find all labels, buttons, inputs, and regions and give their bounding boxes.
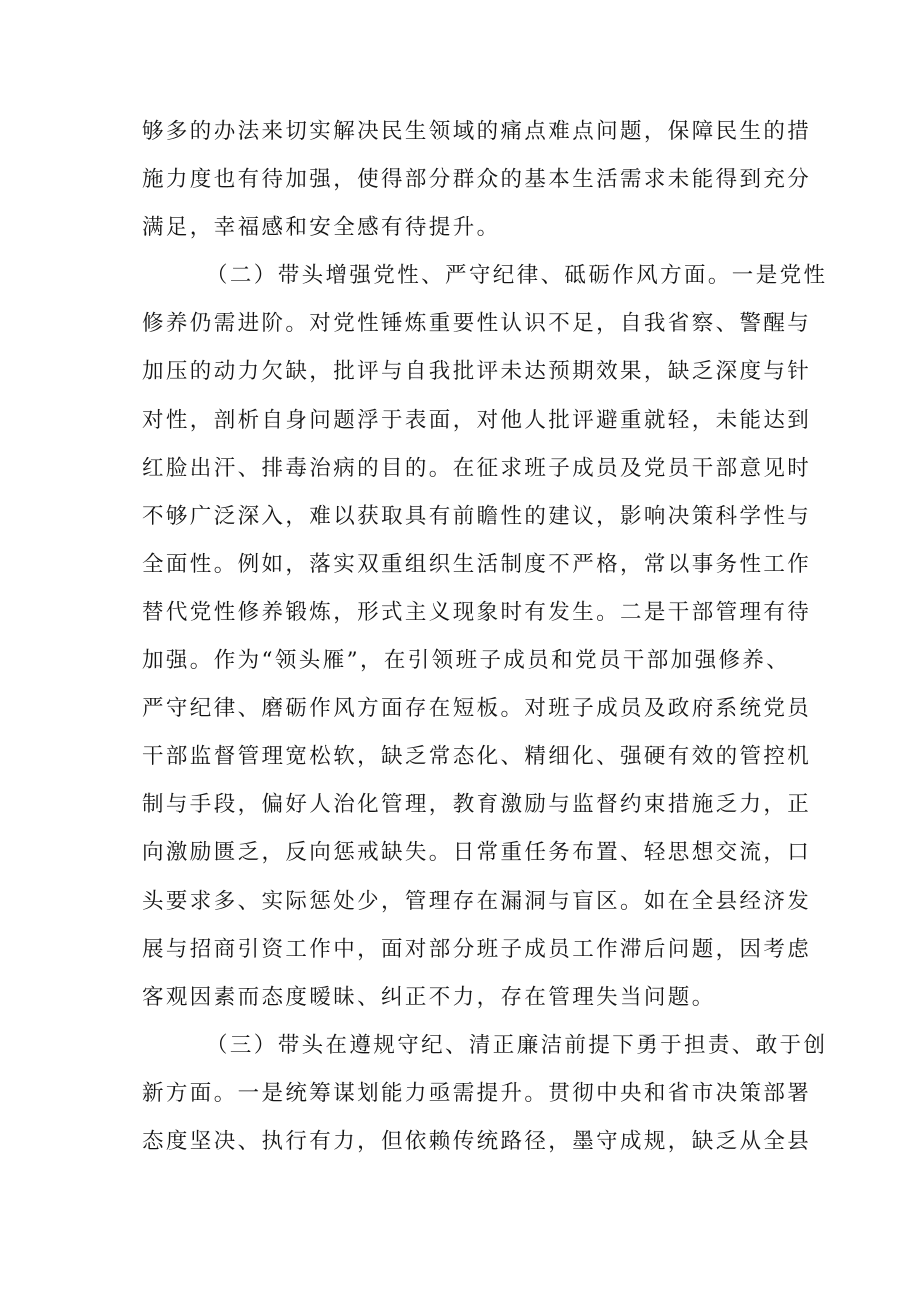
section-heading-line: （三）带头在遵规守纪、清正廉洁前提下勇于担责、敢于创 [206,1032,828,1058]
text-line: 对性，剖析自身问题浮于表面，对他人批评避重就轻，未能达到 [142,407,812,433]
text-line: 干部监督管理宽松软，缺乏常态化、精细化、强硬有效的管控机 [142,744,812,770]
text-line: 加强。作为“领头雁”，在引领班子成员和党员干部加强修养、 [142,648,791,674]
text-line: 满足，幸福感和安全感有待提升。 [142,215,501,241]
document-body [142,108,828,1166]
text-line: 制与手段，偏好人治化管理，教育激励与监督约束措施乏力，正 [142,792,812,818]
text-line: 态度坚决、执行有力，但依赖传统路径，墨守成规，缺乏从全县 [142,1128,812,1154]
text-line: 替代党性修养锻炼，形式主义现象时有发生。二是干部管理有待 [142,599,812,625]
text-line: 头要求多、实际惩处少，管理存在漏洞与盲区。如在全县经济发 [142,888,812,914]
text-line: 修养仍需进阶。对党性锤炼重要性认识不足，自我省察、警醒与 [142,311,812,337]
text-line: 施力度也有待加强，使得部分群众的基本生活需求未能得到充分 [142,167,812,193]
text-line: 向激励匮乏，反向惩戒缺失。日常重任务布置、轻思想交流，口 [142,840,812,866]
text-line: 新方面。一是统筹谋划能力亟需提升。贯彻中央和省市决策部署 [142,1080,812,1106]
text-line: 够多的办法来切实解决民生领域的痛点难点问题，保障民生的措 [142,119,812,144]
text-line: 全面性。例如，落实双重组织生活制度不严格，常以事务性工作 [142,551,812,577]
section-heading-line: （二）带头增强党性、严守纪律、砥砺作风方面。一是党性 [206,263,828,289]
text-line: 加压的动力欠缺，批评与自我批评未达预期效果，缺乏深度与针 [142,359,812,385]
text-line: 红脸出汗、排毒治病的目的。在征求班子成员及党员干部意见时 [142,455,812,481]
text-line: 展与招商引资工作中，面对部分班子成员工作滞后问题，因考虑 [142,936,812,962]
text-line: 客观因素而态度暧昧、纠正不力，存在管理失当问题。 [142,984,716,1010]
text-line: 不够广泛深入，难以获取具有前瞻性的建议，影响决策科学性与 [142,503,812,529]
text-line: 严守纪律、磨砺作风方面存在短板。对班子成员及政府系统党员 [142,696,812,722]
